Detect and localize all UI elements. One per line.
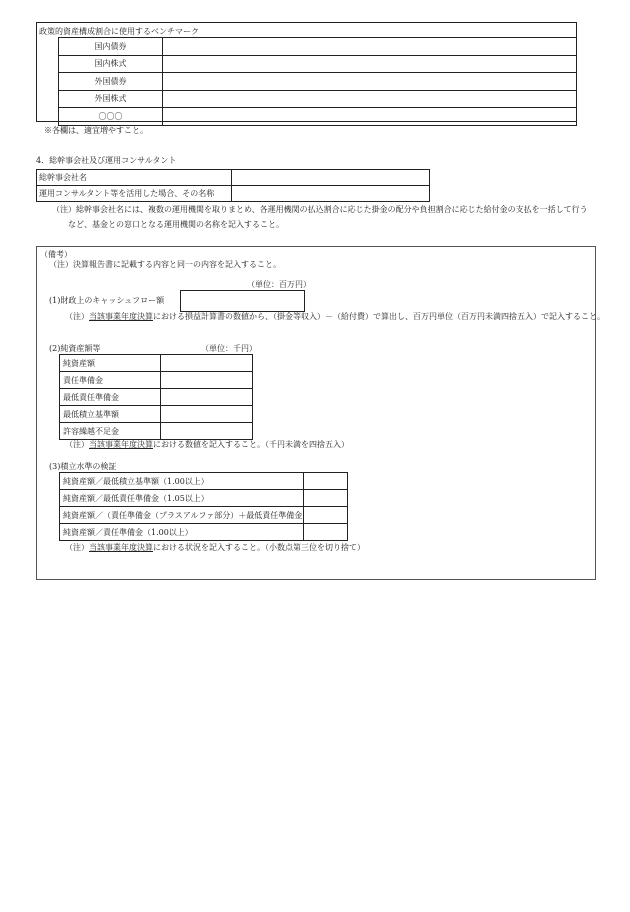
cashflow-note: [65, 313, 605, 321]
table-row: [60, 490, 348, 507]
funding-label: (3)積立水準の検証: [49, 462, 117, 471]
benchmark-value-cell[interactable]: [163, 90, 577, 108]
funding-row-label: 純資産額／最低積立基準額（1.00以上）: [60, 473, 304, 490]
note-rest: における状況を記入すること。（小数点第三位を切り捨て）: [153, 543, 365, 552]
net-assets-note: [65, 441, 349, 449]
benchmark-value-cell[interactable]: [163, 38, 577, 56]
net-assets-value-cell[interactable]: [161, 389, 253, 406]
table-row: [60, 389, 253, 406]
benchmark-label: 外国債券: [59, 73, 163, 91]
notes-intro: （注）決算報告書に記載する内容と同一の内容を記入すること。: [49, 260, 281, 269]
note-prefix: （注）: [65, 440, 89, 449]
cashflow-unit: （単位：百万円）: [247, 280, 311, 289]
net-assets-value-cell[interactable]: [161, 372, 253, 389]
net-assets-label: (2)純資産額等: [49, 344, 101, 353]
table-row: [37, 186, 430, 202]
benchmark-value-cell[interactable]: [163, 55, 577, 73]
net-assets-value-cell[interactable]: [161, 406, 253, 423]
net-assets-row-label: 許容繰越不足金: [60, 423, 161, 440]
section4-heading: 4．総幹事会社及び運用コンサルタント: [36, 156, 177, 165]
funding-table: [59, 472, 348, 541]
section4-note-line2: など、基金との窓口となる運用機関の名称を記入すること。: [68, 220, 284, 229]
table-row: [60, 423, 253, 440]
benchmark-value-cell[interactable]: [163, 108, 577, 126]
funding-row-label: 純資産額／最低責任準備金（1.05以上）: [60, 490, 304, 507]
table-row: [60, 524, 348, 541]
funding-row-label: 純資産額／（責任準備金（プラスアルファ部分）＋最低責任準備金: [60, 507, 304, 524]
net-assets-value-cell[interactable]: [161, 355, 253, 372]
note-underlined: 当該事業年度決算: [89, 543, 153, 552]
net-assets-value-cell[interactable]: [161, 423, 253, 440]
note-underlined: 当該事業年度決算: [89, 312, 153, 321]
funding-value-cell[interactable]: [304, 490, 348, 507]
note-rest: における数値を記入すること。（千円未満を四捨五入）: [153, 440, 349, 449]
notes-heading: （備考）: [40, 250, 72, 259]
cashflow-label: (1)財政上のキャッシュフロー額: [49, 296, 165, 305]
benchmark-table: [58, 37, 577, 126]
benchmark-label: 〇〇〇: [59, 108, 163, 126]
funding-value-cell[interactable]: [304, 473, 348, 490]
consultant-value-cell[interactable]: [232, 186, 430, 202]
benchmark-title: 政策的資産構成割合に使用するベンチマーク: [39, 27, 199, 36]
cashflow-input-box[interactable]: [180, 290, 305, 312]
benchmark-label: 外国株式: [59, 90, 163, 108]
lead-manager-value-cell[interactable]: [232, 170, 430, 186]
table-row: [60, 355, 253, 372]
table-row: [59, 38, 577, 56]
table-row: [59, 90, 577, 108]
table-row: [59, 108, 577, 126]
funding-value-cell[interactable]: [304, 524, 348, 541]
note-rest: における損益計算書の数値から、（掛金等収入）－（給付費）で算出し、百万円単位（百万円未満四捨五入）で記入すること。: [153, 312, 605, 321]
benchmark-footnote: ※各欄は、適宜増やすこと。: [44, 126, 148, 135]
note-prefix: （注）: [65, 312, 89, 321]
lead-manager-label: 総幹事会社名: [37, 170, 232, 186]
net-assets-table: [59, 354, 253, 440]
benchmark-label: 国内株式: [59, 55, 163, 73]
table-row: [37, 170, 430, 186]
net-assets-row-label: 責任準備金: [60, 372, 161, 389]
table-row: [60, 372, 253, 389]
funding-row-label: 純資産額／責任準備金（1.00以上）: [60, 524, 304, 541]
table-row: [60, 406, 253, 423]
net-assets-row-label: 最低積立基準額: [60, 406, 161, 423]
consultant-label: 運用コンサルタント等を活用した場合、その名称: [37, 186, 232, 202]
table-row: [60, 473, 348, 490]
consultant-table: [36, 169, 430, 202]
benchmark-label: 国内債券: [59, 38, 163, 56]
note-prefix: （注）: [65, 543, 89, 552]
benchmark-value-cell[interactable]: [163, 73, 577, 91]
table-row: [60, 507, 348, 524]
benchmark-table-frame: [36, 22, 577, 122]
table-row: [59, 55, 577, 73]
section4-note-line1: （注）総幹事会社名には、複数の運用機関を取りまとめ、各運用機関の払込割合に応じた掛金の配分や負担割合に応じた給付金の支払を一括して行う: [52, 205, 588, 214]
note-underlined: 当該事業年度決算: [89, 440, 153, 449]
notes-box: [36, 246, 605, 580]
net-assets-row-label: 純資産額: [60, 355, 161, 372]
funding-value-cell[interactable]: [304, 507, 348, 524]
net-assets-unit: （単位：千円）: [201, 344, 257, 353]
net-assets-row-label: 最低責任準備金: [60, 389, 161, 406]
funding-note: [65, 544, 365, 552]
table-row: [59, 73, 577, 91]
